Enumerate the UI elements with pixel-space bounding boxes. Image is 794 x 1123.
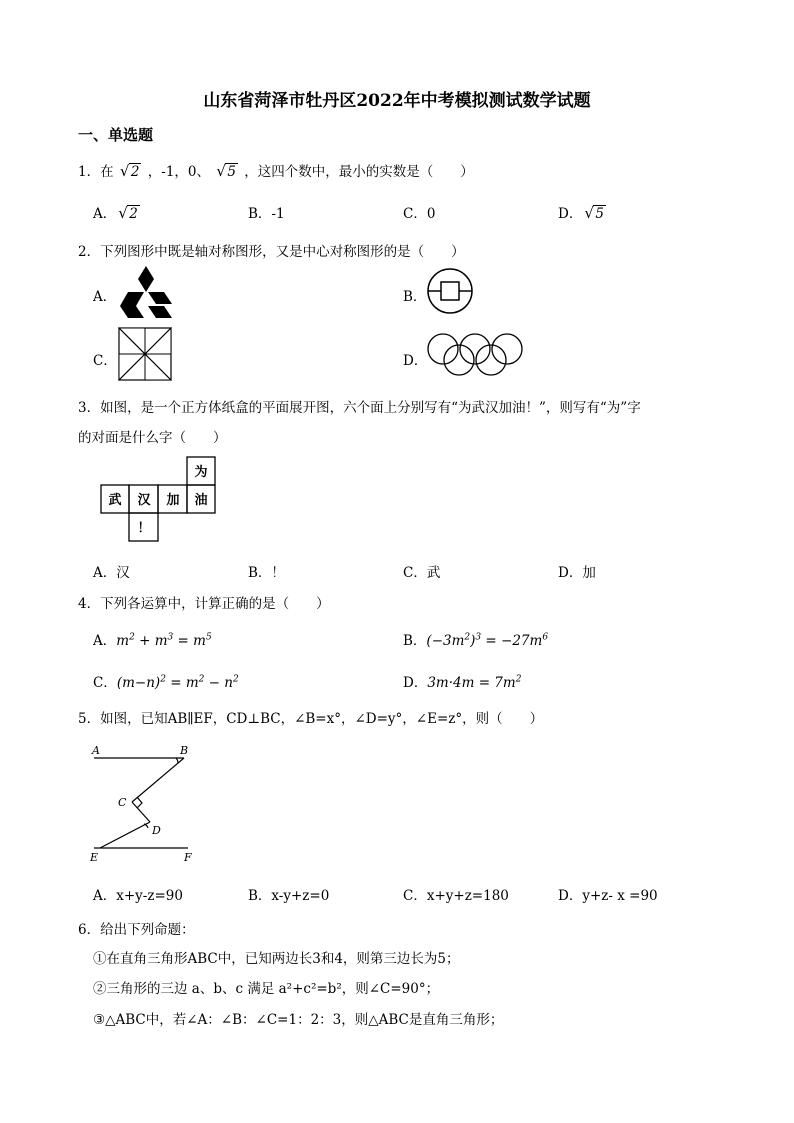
q1-option-d: D． √ 5: [558, 204, 604, 222]
cube-net-figure: [100, 456, 220, 546]
q3-option-c: C．武: [403, 565, 441, 581]
label-a: A: [92, 744, 100, 757]
q1-stem-part: ，-1，0、: [147, 164, 211, 180]
q2-option-c: C．: [93, 353, 117, 369]
sqrt-2: √ 2: [119, 162, 140, 180]
question-5-stem: 5．如图，已知AB∥EF，CD⊥BC，∠B=x°，∠D=y°，∠E=z°，则（ ）: [78, 711, 544, 727]
label-d: D: [152, 824, 161, 837]
net-face-bottom: ！: [137, 521, 151, 536]
question-3-stem-line1: 3．如图，是一个正方体纸盒的平面展开图，六个面上分别写有“为武汉加油！”，则写有“为”字: [78, 400, 641, 416]
label-c: C: [118, 796, 127, 809]
label-f: F: [184, 851, 192, 864]
net-face-1: 武: [108, 493, 122, 508]
net-face-top: 为: [194, 465, 208, 480]
question-1-stem: [78, 160, 474, 180]
q1-option-c: C．0: [403, 206, 436, 222]
page-title: 山东省菏泽市牡丹区2022年中考模拟测试数学试题: [203, 91, 591, 111]
q5-option-d: D．y+z- x =90: [558, 888, 658, 904]
q5-option-c: C．x+y+z=180: [403, 888, 509, 904]
label-b: B: [180, 744, 189, 757]
q2-option-b: B．: [403, 289, 427, 305]
q5-option-a: A．x+y-z=90: [93, 888, 183, 904]
question-2-stem: 2．下列图形中既是轴对称图形，又是中心对称图形的是（ ）: [78, 244, 465, 260]
q3-option-b: B．！: [248, 565, 285, 581]
pinwheel-figure-icon: [118, 327, 172, 381]
coin-figure-icon: [426, 267, 474, 315]
q4-option-d: D．$3m\cdot 4m = 7m^2$: [403, 674, 522, 691]
q3-option-d: D．加: [558, 565, 596, 581]
q6-proposition-3: ③△ABC中，若∠A：∠B：∠C=1：2：3，则△ABC是直角三角形；: [93, 1012, 504, 1028]
q6-proposition-1: ①在直角三角形ABC中，已知两边长3和4，则第三边长为5；: [93, 951, 460, 967]
net-face-4: 油: [194, 493, 208, 508]
q4-option-c: C．$(m-n)^2 = m^2 - n^2$: [93, 674, 239, 691]
sqrt-5: √ 5: [216, 162, 236, 180]
label-e: E: [90, 851, 99, 864]
q1-option-a: A． √ 2: [93, 204, 138, 222]
q2-option-d: D．: [403, 353, 428, 369]
question-3-stem-line2: 的对面是什么字（ ）: [78, 430, 227, 446]
q6-proposition-2: ②三角形的三边 a、b、c 满足 a²+c²=b²，则∠C=90°；: [93, 981, 440, 997]
geometry-figure-q5: [88, 744, 200, 866]
mitsubishi-figure-icon: [118, 266, 174, 318]
question-4-stem: 4．下列各运算中，计算正确的是（ ）: [78, 596, 330, 612]
olympic-rings-icon: [426, 333, 524, 377]
q3-option-a: A．汉: [93, 565, 130, 581]
q5-option-b: B．x-y+z=0: [248, 888, 330, 904]
question-6-stem: 6．给出下列命题：: [78, 922, 195, 938]
q4-option-b: B．$(-3m^2)^3 = -27m^6$: [403, 632, 549, 649]
q1-option-b: B．-1: [248, 206, 285, 222]
q1-stem-part: 1．在: [78, 164, 114, 180]
q1-stem-part: ，这四个数中，最小的实数是（ ）: [244, 164, 474, 180]
net-face-2: 汉: [137, 493, 151, 508]
net-face-3: 加: [166, 493, 180, 508]
q2-option-a: A．: [93, 289, 117, 305]
q4-option-a: A．$m^2 + m^3 = m^5$: [93, 632, 212, 649]
section-heading: 一、单选题: [78, 126, 154, 144]
